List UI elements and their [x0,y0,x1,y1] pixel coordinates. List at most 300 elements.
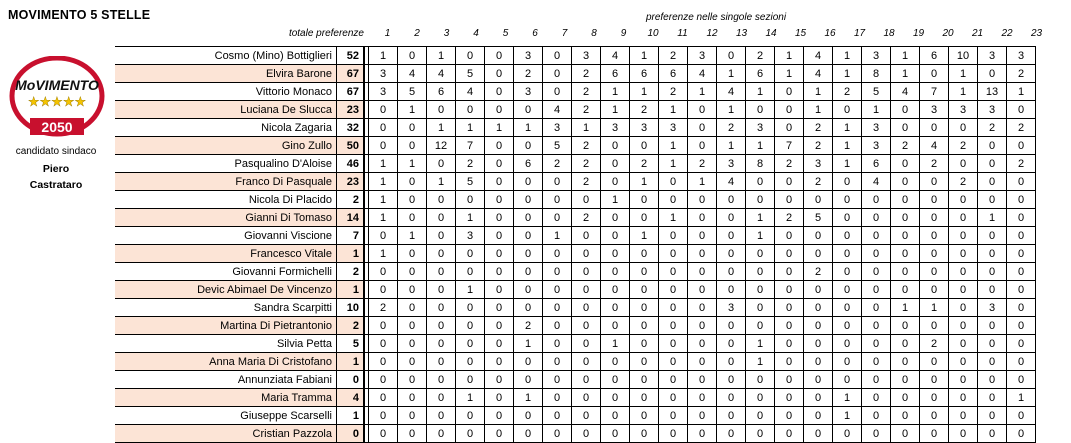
section-value-cell: 0 [804,389,833,407]
candidate-name-cell: Pasqualino D'Aloise [115,155,337,173]
section-value-cell: 3 [862,119,891,137]
section-value-cell: 1 [746,353,775,371]
candidate-name-cell: Gianni Di Tomaso [115,209,337,227]
section-value-cell: 0 [427,371,456,389]
total-cell: 1 [337,245,365,263]
section-value-cell: 2 [688,155,717,173]
section-value-cell: 2 [572,65,601,83]
section-value-cell: 0 [485,425,514,443]
section-value-cell: 0 [978,317,1007,335]
total-cell: 67 [337,83,365,101]
section-value-cell: 1 [891,65,920,83]
section-number: 23 [1030,28,1043,39]
section-value-cell: 0 [398,47,427,65]
section-value-cell: 0 [1007,191,1036,209]
section-value-cell: 0 [485,173,514,191]
section-value-cell: 0 [369,281,398,299]
section-value-cell: 0 [572,335,601,353]
section-value-cell: 2 [543,155,572,173]
section-value-cell: 0 [920,317,949,335]
section-value-cell: 0 [978,425,1007,443]
section-value-cell: 1 [514,389,543,407]
section-value-cell: 1 [601,335,630,353]
section-value-cell: 2 [659,83,688,101]
section-value-cell: 1 [775,47,804,65]
section-value-cell: 0 [543,425,572,443]
total-cell: 5 [337,335,365,353]
section-value-cell: 0 [688,299,717,317]
section-value-cell: 0 [1007,101,1036,119]
candidate-row [115,65,1036,83]
section-value-cell: 1 [804,83,833,101]
section-value-cell: 0 [717,209,746,227]
section-value-cell: 0 [688,353,717,371]
section-value-cell: 0 [514,281,543,299]
section-value-cell: 2 [949,173,978,191]
section-value-cell: 0 [485,299,514,317]
candidate-row [115,407,1036,425]
section-value-cell: 1 [630,83,659,101]
section-value-cell: 0 [572,407,601,425]
candidate-name-cell: Maria Tramma [115,389,337,407]
candidate-last-name: Castrataro [29,179,83,191]
section-value-cell: 0 [630,335,659,353]
section-value-cell: 0 [775,227,804,245]
candidate-name-cell: Cristian Pazzola [115,425,337,443]
section-value-cell: 0 [514,101,543,119]
section-value-cell: 0 [369,227,398,245]
section-value-cell: 0 [398,353,427,371]
section-value-cell: 0 [775,317,804,335]
section-value-cell: 0 [514,173,543,191]
total-cell: 1 [337,353,365,371]
total-cell: 4 [337,389,365,407]
section-value-cell: 0 [862,299,891,317]
section-value-cell: 0 [630,137,659,155]
section-value-cell: 1 [978,209,1007,227]
candidate-label: candidato sindaco [15,146,97,157]
section-value-cell: 0 [601,263,630,281]
section-number: 4 [473,28,479,39]
section-value-cell: 0 [891,209,920,227]
section-value-cell: 0 [485,191,514,209]
section-value-cell: 0 [572,191,601,209]
section-value-cell: 0 [978,227,1007,245]
section-value-cell: 0 [746,425,775,443]
section-value-cell: 0 [804,281,833,299]
section-value-cell: 0 [572,353,601,371]
section-value-cell: 0 [920,119,949,137]
section-value-cell: 8 [746,155,775,173]
section-value-cell: 0 [688,227,717,245]
section-value-cell: 4 [891,83,920,101]
section-value-cell: 0 [891,227,920,245]
section-value-cell: 0 [485,101,514,119]
section-value-cell: 0 [485,227,514,245]
section-value-cell: 0 [543,371,572,389]
total-cell: 10 [337,299,365,317]
candidate-row [115,119,1036,137]
section-value-cell: 0 [833,281,862,299]
section-number: 13 [735,28,748,39]
section-value-cell: 0 [572,263,601,281]
section-value-cell: 2 [920,335,949,353]
section-value-cell: 0 [659,191,688,209]
section-value-cell: 0 [543,407,572,425]
section-value-cell: 0 [949,389,978,407]
section-value-cell: 1 [833,119,862,137]
candidate-name-cell: Cosmo (Mino) Bottiglieri [115,47,337,65]
section-value-cell: 0 [688,263,717,281]
total-cell: 50 [337,137,365,155]
section-value-cell: 3 [804,155,833,173]
section-value-cell: 1 [891,299,920,317]
preferences-table [115,46,1036,443]
section-value-cell: 0 [543,83,572,101]
section-value-cell: 1 [804,101,833,119]
section-value-cell: 0 [862,191,891,209]
section-value-cell: 0 [398,263,427,281]
section-value-cell: 0 [949,407,978,425]
section-value-cell: 0 [833,371,862,389]
section-value-cell: 2 [804,173,833,191]
section-value-cell: 0 [456,101,485,119]
section-value-cell: 0 [630,389,659,407]
section-value-cell: 0 [543,47,572,65]
section-value-cell: 0 [369,425,398,443]
section-value-cell: 1 [543,227,572,245]
section-value-cell: 0 [920,227,949,245]
section-value-cell: 4 [717,83,746,101]
section-value-cell: 0 [775,371,804,389]
section-value-cell: 0 [543,191,572,209]
section-value-cell: 1 [514,119,543,137]
section-value-cell: 1 [746,209,775,227]
candidate-row [115,209,1036,227]
section-value-cell: 1 [717,137,746,155]
section-value-cell: 0 [1007,137,1036,155]
section-value-cell: 0 [543,317,572,335]
total-cell: 46 [337,155,365,173]
section-value-cell: 5 [456,173,485,191]
section-value-cell: 6 [920,47,949,65]
candidate-name-cell: Giovanni Viscione [115,227,337,245]
logo-year: 2050 [41,119,73,135]
section-value-cell: 0 [833,263,862,281]
section-value-cell: 0 [862,371,891,389]
section-value-cell: 1 [630,173,659,191]
section-number: 8 [591,28,597,39]
section-value-cell: 4 [804,47,833,65]
section-value-cell: 0 [775,353,804,371]
section-value-cell: 0 [601,281,630,299]
section-value-cell: 0 [949,371,978,389]
section-value-cell: 0 [485,47,514,65]
section-value-cell: 0 [1007,263,1036,281]
section-value-cell: 0 [543,281,572,299]
section-value-cell: 0 [601,371,630,389]
section-value-cell: 0 [833,335,862,353]
total-cell: 1 [337,407,365,425]
section-value-cell: 0 [804,425,833,443]
candidate-row [115,299,1036,317]
section-value-cell: 0 [630,191,659,209]
section-value-cell: 2 [804,263,833,281]
section-value-cell: 0 [833,209,862,227]
section-value-cell: 0 [1007,317,1036,335]
section-value-cell: 0 [717,389,746,407]
section-value-cell: 2 [514,65,543,83]
section-value-cell: 0 [659,227,688,245]
section-value-cell: 0 [543,245,572,263]
section-value-cell: 0 [601,137,630,155]
section-value-cell: 3 [688,47,717,65]
section-value-cell: 0 [746,371,775,389]
section-value-cell: 0 [949,209,978,227]
section-number: 1 [384,28,391,39]
section-value-cell: 1 [601,83,630,101]
section-value-cell: 0 [427,353,456,371]
section-value-cell: 0 [978,263,1007,281]
section-value-cell: 0 [427,155,456,173]
section-value-cell: 2 [572,137,601,155]
section-value-cell: 0 [746,101,775,119]
section-value-cell: 0 [514,209,543,227]
section-value-cell: 3 [978,299,1007,317]
section-value-cell: 12 [427,137,456,155]
candidate-row [115,155,1036,173]
section-value-cell: 0 [572,227,601,245]
section-value-cell: 2 [920,155,949,173]
section-value-cell: 0 [427,227,456,245]
section-value-cell: 6 [514,155,543,173]
section-value-cell: 1 [369,47,398,65]
section-value-cell: 0 [485,209,514,227]
total-cell: 32 [337,119,365,137]
section-value-cell: 1 [833,47,862,65]
total-cell: 23 [337,101,365,119]
section-value-cell: 0 [891,389,920,407]
section-value-cell: 2 [572,101,601,119]
section-value-cell: 0 [746,407,775,425]
candidate-row [115,245,1036,263]
section-value-cell: 0 [717,281,746,299]
section-value-cell: 1 [427,47,456,65]
section-value-cell: 4 [804,65,833,83]
section-value-cell: 0 [398,371,427,389]
section-value-cell: 0 [630,209,659,227]
section-value-cell: 1 [630,227,659,245]
section-value-cell: 0 [659,263,688,281]
section-value-cell: 3 [456,227,485,245]
section-value-cell: 0 [456,299,485,317]
candidate-name-cell: Luciana De Slucca [115,101,337,119]
section-value-cell: 3 [920,101,949,119]
candidate-row [115,263,1036,281]
section-value-cell: 0 [456,191,485,209]
section-value-cell: 0 [775,335,804,353]
section-value-cell: 0 [949,335,978,353]
section-value-cell: 1 [369,209,398,227]
section-value-cell: 10 [949,47,978,65]
section-value-cell: 0 [688,191,717,209]
candidate-name-cell: Annunziata Fabiani [115,371,337,389]
section-value-cell: 0 [949,119,978,137]
section-value-cell: 0 [398,299,427,317]
section-value-cell: 2 [891,137,920,155]
section-number: 20 [942,28,954,39]
section-value-cell: 0 [427,209,456,227]
section-number: 5 [502,28,509,39]
candidate-first-name: Piero [42,163,70,175]
section-value-cell: 6 [862,155,891,173]
section-value-cell: 0 [746,317,775,335]
section-value-cell: 0 [1007,173,1036,191]
section-value-cell: 0 [369,119,398,137]
section-value-cell: 0 [804,317,833,335]
section-value-cell: 1 [862,101,891,119]
section-value-cell: 1 [717,101,746,119]
section-value-cell: 0 [862,263,891,281]
candidate-name-cell: Sandra Scarpitti [115,299,337,317]
section-value-cell: 1 [1007,83,1036,101]
section-value-cell: 1 [833,65,862,83]
section-value-cell: 0 [833,299,862,317]
section-value-cell: 0 [485,281,514,299]
section-value-cell: 4 [601,47,630,65]
section-number: 9 [620,28,627,39]
section-value-cell: 1 [456,389,485,407]
section-value-cell: 1 [427,119,456,137]
section-value-cell: 0 [1007,335,1036,353]
section-value-cell: 0 [427,299,456,317]
section-value-cell: 0 [485,83,514,101]
section-value-cell: 0 [862,407,891,425]
section-value-cell: 0 [717,371,746,389]
section-value-cell: 0 [630,281,659,299]
section-value-cell: 1 [891,47,920,65]
section-value-cell: 4 [862,173,891,191]
section-value-cell: 0 [543,209,572,227]
section-value-cell: 1 [775,65,804,83]
section-value-cell: 0 [688,407,717,425]
section-value-cell: 0 [688,101,717,119]
section-value-cell: 8 [862,65,891,83]
section-value-cell: 0 [601,317,630,335]
section-value-cell: 0 [746,245,775,263]
section-value-cell: 0 [427,335,456,353]
section-value-cell: 0 [514,407,543,425]
section-value-cell: 0 [920,353,949,371]
section-value-cell: 2 [746,47,775,65]
section-value-cell: 0 [775,299,804,317]
section-value-cell: 0 [862,353,891,371]
section-value-cell: 0 [572,245,601,263]
section-value-cell: 0 [514,191,543,209]
section-value-cell: 0 [659,245,688,263]
section-value-cell: 0 [572,299,601,317]
section-value-cell: 2 [717,119,746,137]
section-value-cell: 0 [659,353,688,371]
section-value-cell: 0 [688,281,717,299]
total-cell: 67 [337,65,365,83]
section-value-cell: 0 [514,227,543,245]
section-value-cell: 3 [717,299,746,317]
section-value-cell: 2 [833,83,862,101]
section-value-cell: 0 [862,317,891,335]
candidate-name-cell: Nicola Zagaria [115,119,337,137]
section-value-cell: 2 [978,119,1007,137]
section-value-cell: 0 [978,407,1007,425]
section-value-cell: 0 [398,407,427,425]
section-value-cell: 0 [978,281,1007,299]
section-value-cell: 0 [1007,353,1036,371]
section-value-cell: 0 [688,209,717,227]
section-value-cell: 0 [978,65,1007,83]
section-value-cell: 0 [688,425,717,443]
section-value-cell: 0 [1007,371,1036,389]
section-value-cell: 1 [688,83,717,101]
section-value-cell: 1 [659,209,688,227]
section-value-cell: 0 [659,371,688,389]
section-value-cell: 0 [456,353,485,371]
section-value-cell: 0 [891,245,920,263]
section-value-cell: 0 [485,407,514,425]
section-value-cell: 0 [1007,209,1036,227]
section-value-cell: 0 [688,389,717,407]
section-value-cell: 0 [862,227,891,245]
section-value-cell: 5 [862,83,891,101]
section-number: 18 [883,28,895,39]
candidate-row [115,83,1036,101]
section-value-cell: 0 [920,371,949,389]
section-value-cell: 0 [949,245,978,263]
section-value-cell: 0 [978,245,1007,263]
section-value-cell: 0 [659,317,688,335]
candidate-name-cell: Vittorio Monaco [115,83,337,101]
section-value-cell: 0 [630,407,659,425]
section-value-cell: 2 [630,101,659,119]
section-value-cell: 0 [804,353,833,371]
section-value-cell: 2 [572,209,601,227]
section-value-cell: 1 [833,137,862,155]
section-value-cell: 0 [920,245,949,263]
section-value-cell: 7 [456,137,485,155]
section-value-cell: 0 [543,65,572,83]
section-value-cell: 0 [398,245,427,263]
section-value-cell: 1 [746,137,775,155]
section-value-cell: 0 [891,155,920,173]
section-value-cell: 3 [514,47,543,65]
section-value-cell: 0 [630,299,659,317]
section-value-cell: 6 [601,65,630,83]
section-value-cell: 0 [804,335,833,353]
section-value-cell: 0 [601,353,630,371]
section-value-cell: 0 [775,101,804,119]
section-value-cell: 0 [485,65,514,83]
section-value-cell: 2 [1007,119,1036,137]
section-value-cell: 0 [891,407,920,425]
section-value-cell: 0 [978,155,1007,173]
section-value-cell: 0 [427,281,456,299]
section-value-cell: 0 [601,245,630,263]
section-value-cell: 1 [398,227,427,245]
section-value-cell: 1 [746,83,775,101]
section-value-cell: 0 [746,191,775,209]
candidate-name-cell: Franco Di Pasquale [115,173,337,191]
section-value-cell: 0 [398,425,427,443]
section-value-cell: 0 [978,173,1007,191]
